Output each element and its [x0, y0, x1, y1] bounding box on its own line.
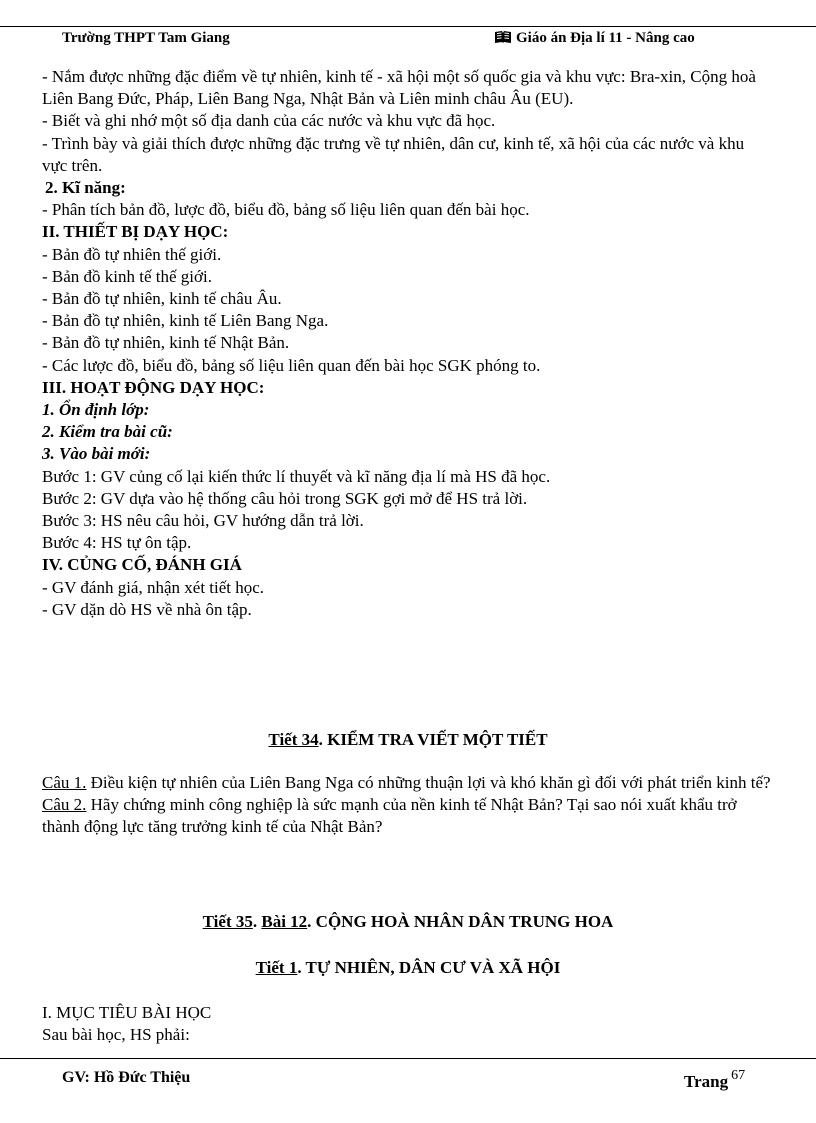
school-name: Trường THPT Tam Giang	[62, 30, 230, 46]
assessment-item: - GV dặn dò HS về nhà ôn tập.	[42, 599, 252, 619]
skills-item: - Phân tích bản đồ, lược đồ, biểu đồ, bảng số liệu liên quan đến bài học.	[42, 200, 530, 220]
lesson-plan-body	[42, 66, 772, 621]
part-1-label: Tiết 1	[255, 958, 298, 977]
footer-divider	[0, 1058, 816, 1059]
part-1-heading: . TỰ NHIÊN, DÂN CƯ VÀ XÃ HỘI	[297, 958, 561, 977]
question-2-text: Hãy chứng minh công nghiệp là sức mạnh của nền kinh tế Nhật Bản? Tại sao nói xuất khẩu trở thành động lực tăng trưởng kinh tế của Nhật Bản?	[42, 795, 737, 837]
equipment-item: - Bản đồ tự nhiên, kinh tế châu Âu.	[42, 289, 282, 309]
question-1-label: Câu 1.	[42, 773, 87, 792]
question-2-label: Câu 2.	[42, 795, 87, 815]
assessment-heading: IV. CỦNG CỐ, ĐÁNH GIÁ	[42, 555, 242, 575]
activity-step: Bước 3: HS nêu câu hỏi, GV hướng dẫn trả lời.	[42, 511, 364, 531]
lesson-35-title	[0, 912, 816, 932]
objective-knowledge-3: - Trình bày và giải thích được những đặc trưng về tự nhiên, dân cư, kinh tế, xã hội của các nước và khu vực trên.	[42, 133, 745, 175]
part-1-title	[0, 958, 816, 978]
activities-sub-3: 3. Vào bài mới:	[42, 444, 151, 464]
subject-title	[494, 30, 695, 47]
activity-step: Bước 1: GV củng cố lại kiến thức lí thuyết và kĩ năng địa lí mà HS đã học.	[42, 466, 551, 486]
exam-questions	[42, 772, 777, 839]
equipment-item: - Các lược đồ, biểu đồ, bảng số liệu liên quan đến bài học SGK phóng to.	[42, 355, 541, 375]
book-icon	[494, 30, 512, 44]
question-2	[42, 794, 777, 838]
lesson-34-heading: . KIỂM TRA VIẾT MỘT TIẾT	[318, 730, 548, 749]
activities-heading: III. HOẠT ĐỘNG DẠY HỌC:	[42, 377, 265, 397]
question-1-text: Điều kiện tự nhiên của Liên Bang Nga có những thuận lợi và khó khăn gì đối với phát triển kinh tế?	[86, 773, 771, 792]
equipment-item: - Bản đồ tự nhiên thế giới.	[42, 244, 222, 264]
equipment-item: - Bản đồ tự nhiên, kinh tế Liên Bang Nga.	[42, 311, 329, 331]
activities-sub-1: 1. Ổn định lớp:	[42, 400, 150, 420]
objective-heading: I. MỤC TIÊU BÀI HỌC	[42, 1003, 212, 1022]
page-indicator	[684, 1068, 745, 1092]
activities-sub-2: 2. Kiểm tra bài cũ:	[42, 422, 173, 442]
lesson-34-label: Tiết 34	[268, 730, 319, 749]
objective-intro: Sau bài học, HS phải:	[42, 1025, 190, 1045]
objective-knowledge-2: - Biết và ghi nhớ một số địa danh của các nước và khu vực đã học.	[42, 111, 496, 131]
page-label: Trang	[684, 1072, 729, 1091]
activity-step: Bước 2: GV dựa vào hệ thống câu hỏi trong SGK gợi mở để HS trả lời.	[42, 488, 528, 508]
lesson-35-label: Tiết 35	[202, 912, 253, 931]
lesson-35-heading: . CỘNG HOÀ NHÂN DÂN TRUNG HOA	[307, 912, 614, 931]
equipment-heading: II. THIẾT BỊ DẠY HỌC:	[42, 222, 229, 242]
equipment-item: - Bản đồ kinh tế thế giới.	[42, 266, 212, 286]
subject-text: Giáo án Địa lí 11 - Nâng cao	[516, 30, 695, 46]
page-header	[0, 26, 816, 51]
lesson-35-objectives	[42, 1002, 772, 1046]
question-1	[42, 772, 777, 794]
teacher-name: GV: Hồ Đức Thiệu	[62, 1069, 191, 1086]
lesson-34-title	[0, 730, 816, 750]
lesson-12-label: Bài 12	[261, 912, 308, 931]
activity-step: Bước 4: HS tự ôn tập.	[42, 533, 192, 553]
lesson-35-sep: .	[252, 912, 262, 931]
objective-knowledge-1: - Nắm được những đặc điểm về tự nhiên, kinh tế - xã hội một số quốc gia và khu vực: Bra-xin, Cộng hoà Liên Bang Đức, Pháp, Liên Bang Nga, Nhật Bản và Liên minh châu Âu (EU).	[42, 67, 756, 109]
equipment-item: - Bản đồ tự nhiên, kinh tế Nhật Bản.	[42, 333, 290, 353]
page-number: 67	[731, 1068, 746, 1083]
assessment-item: - GV đánh giá, nhận xét tiết học.	[42, 577, 265, 597]
skills-heading: 2. Kĩ năng:	[45, 178, 126, 198]
